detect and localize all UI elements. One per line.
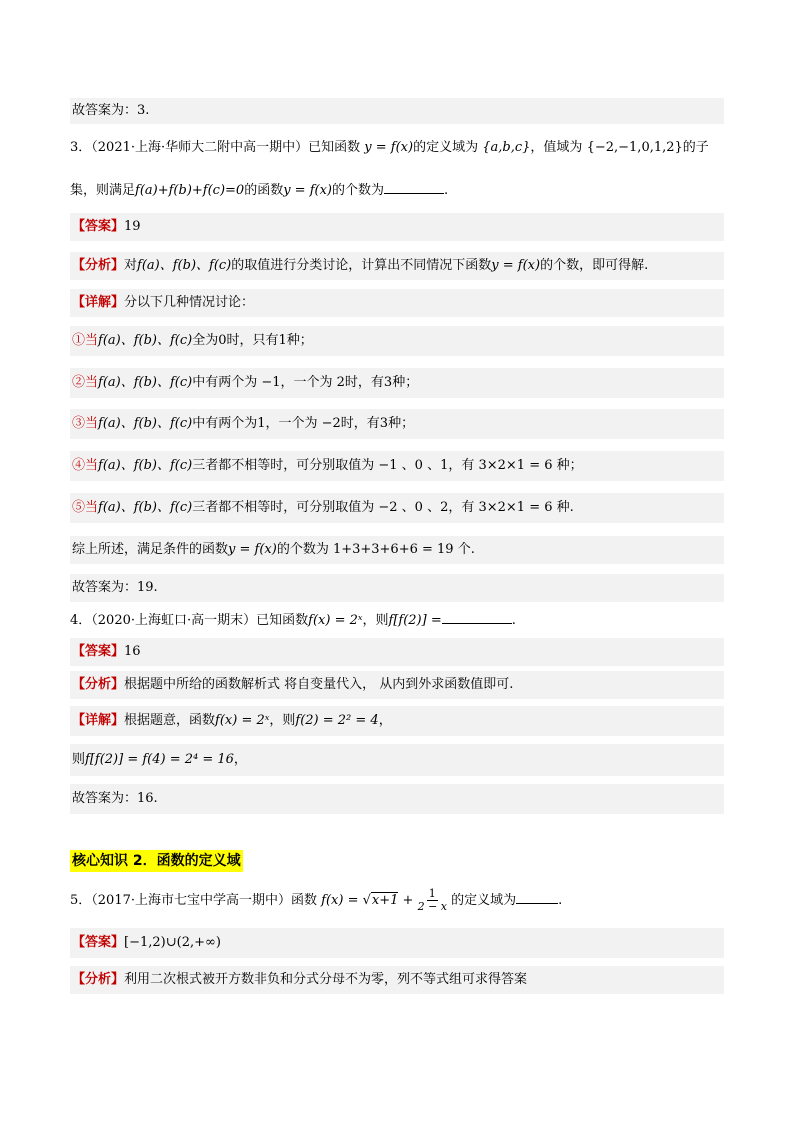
q3-case-5: ⑤当f(a)、f(b)、f(c)三者都不相等时，可分别取值为 −2 、0 、2，有 3×2×1 = 6 种. (70, 493, 724, 523)
q5-analysis: 【分析】利用二次根式被开方数非负和分式分母不为零，列不等式组可求得答案 (70, 966, 724, 994)
q4-analysis: 【分析】根据题中所给的函数解析式 将自变量代入， 从内到外求函数值即可. (70, 671, 724, 699)
q4-answer: 【答案】16 (70, 638, 724, 666)
q5-answer: 【答案】[−1,2)∪(2,+∞) (70, 928, 724, 958)
answer-blank (516, 890, 558, 904)
section-title: 核心知识 2．函数的定义域 (70, 850, 243, 872)
q3-case-1: ①当f(a)、f(b)、f(c)全为0时，只有1种； (70, 326, 724, 356)
q4-detail: 【详解】根据题意，函数f(x) = 2ˣ，则f(2) = 2² = 4， (70, 706, 724, 736)
q4-stem: 4．（2020·上海虹口·高一期末）已知函数f(x) = 2ˣ，则f[f(2)] = . (70, 610, 724, 631)
answer-blank (384, 180, 444, 194)
q3-case-2: ②当f(a)、f(b)、f(c)中有两个为 −1，一个为 2时，有3种； (70, 368, 724, 398)
q3-stem-line1: 3．（2021·上海·华师大二附中高一期中）已知函数 y = f(x)的定义域为 {a,b,c}，值域为 {−2,−1,0,1,2}的子 (70, 140, 709, 155)
q3-summary: 综上所述，满足条件的函数y = f(x)的个数为 1+3+3+6+6 = 19 个. (70, 536, 724, 564)
q3-conclusion: 故答案为：19. (70, 574, 724, 602)
q3-case-3: ③当f(a)、f(b)、f(c)中有两个为1，一个为 −2时，有3种； (70, 409, 724, 439)
answer-blank (442, 610, 512, 624)
q4-detail-line2: 则f[f(2)] = f(4) = 2⁴ = 16， (70, 744, 724, 776)
q3-case-4: ④当f(a)、f(b)、f(c)三者都不相等时，可分别取值为 −1 、0 、1，有 3×2×1 = 6 种； (70, 451, 724, 481)
q5-stem: 5．（2017·上海市七宝中学高一期中）函数 f(x) = √x+1 + $\frac{1}{2 - x}$ 的定义域为 . (70, 887, 563, 913)
q3-answer: 【答案】19 (70, 213, 724, 241)
q4-conclusion: 故答案为：16. (70, 784, 724, 814)
fraction: $\frac{1}{2 - x}$ (417, 887, 447, 913)
q3-stem-line2: 集，则满足f(a)+f(b)+f(c)=0的函数y = f(x)的个数为 . (70, 180, 724, 201)
q3-detail: 【详解】分以下几种情况讨论： (70, 289, 724, 317)
p1-conclusion: 故答案为：3. (70, 98, 724, 124)
q3-analysis: 【分析】对f(a)、f(b)、f(c)的取值进行分类讨论，计算出不同情况下函数y = f(x)的个数，即可得解. (70, 252, 724, 280)
